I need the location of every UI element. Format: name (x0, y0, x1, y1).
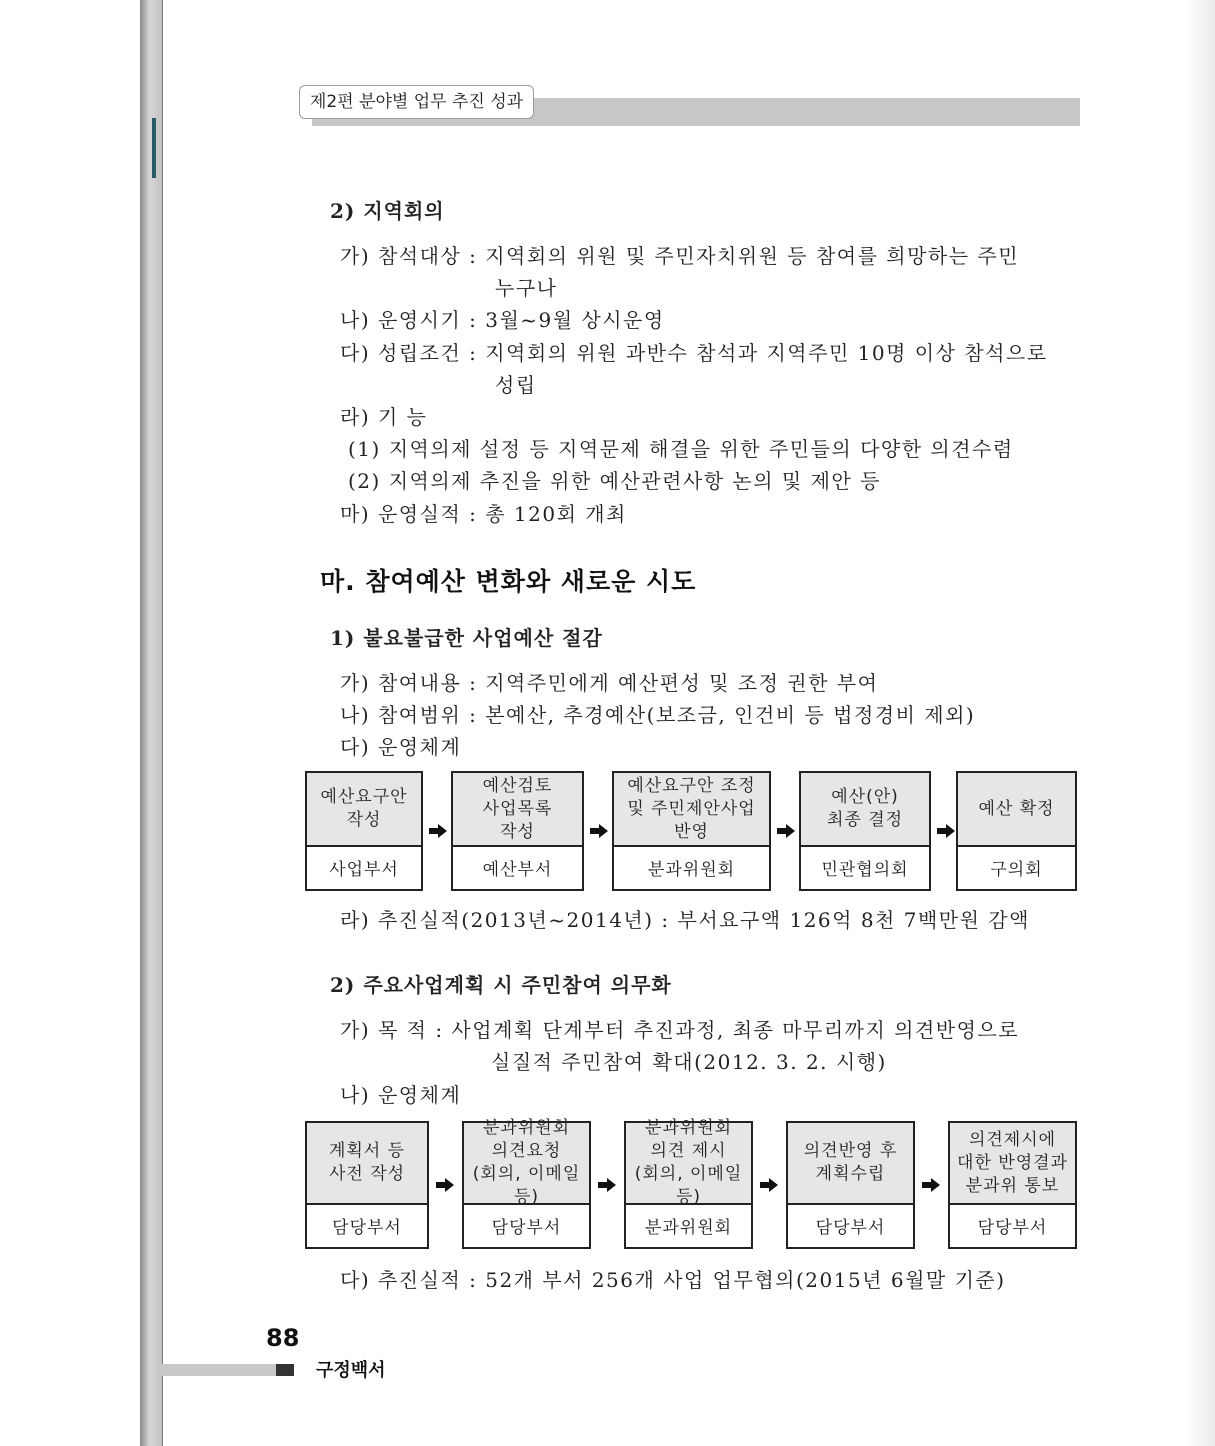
flow-step-dept: 담당부서 (332, 1217, 402, 1238)
flow-step-dept: 민관협의회 (821, 859, 909, 880)
flow-step-label: 계획서 등 사전 작성 (307, 1123, 427, 1205)
flow-arrow-icon (760, 1178, 778, 1192)
section-title: 마. 참여예산 변화와 새로운 시도 (320, 567, 697, 596)
subsection-heading-mandatory-participation: 2) 주요사업계획 시 주민참여 의무화 (330, 973, 672, 997)
mandatory-item-purpose-cont: 실질적 주민참여 확대(2012. 3. 2. 시행) (491, 1050, 887, 1074)
flow-step-dept: 예산부서 (482, 859, 553, 880)
flow-step-label: 분과위원회 의견 제시 (회의, 이메일 등) (626, 1123, 751, 1205)
regional-item-results: 마) 운영실적 : 총 120회 개최 (340, 502, 627, 526)
page-number: 88 (266, 1324, 300, 1352)
flow-arrow-icon (429, 824, 447, 838)
budget-item-system: 다) 운영체계 (340, 735, 462, 759)
budget-flow-step-5 (956, 771, 1077, 891)
flow-step-dept: 담당부서 (491, 1217, 562, 1238)
subsection-heading-regional-meeting: 2) 지역회의 (330, 199, 445, 223)
mandatory-result: 다) 추진실적 : 52개 부서 256개 사업 업무협의(2015년 6월말 기준) (340, 1268, 1006, 1292)
book-title: 구정백서 (316, 1360, 386, 1381)
regional-item-period: 나) 운영시기 : 3월~9월 상시운영 (340, 308, 665, 332)
flow-step-label: 의견반영 후 계획수립 (788, 1123, 913, 1205)
flow-step-dept: 구의회 (990, 859, 1043, 880)
flow-step-label: 예산요구안 작성 (307, 773, 421, 847)
regional-function-1: (1) 지역의제 설정 등 지역문제 해결을 위한 주민들의 다양한 의견수렴 (348, 437, 1014, 461)
mandatory-item-purpose: 가) 목 적 : 사업계획 단계부터 추진과정, 최종 마무리까지 의견반영으로 (340, 1018, 1020, 1042)
flow-arrow-icon (436, 1178, 454, 1192)
regional-item-participants: 가) 참석대상 : 지역회의 위원 및 주민자치위원 등 참여를 희망하는 주민 (340, 244, 1020, 268)
budget-item-content: 가) 참여내용 : 지역주민에게 예산편성 및 조정 권한 부여 (340, 671, 879, 695)
regional-item-function: 라) 기 능 (340, 405, 428, 429)
regional-function-2: (2) 지역의제 추진을 위한 예산관련사항 논의 및 제안 등 (348, 469, 881, 493)
flow-arrow-icon (598, 1178, 616, 1192)
flow-arrow-icon (777, 824, 795, 838)
regional-item-condition: 다) 성립조건 : 지역회의 위원 과반수 참석과 지역주민 10명 이상 참석으로 (340, 341, 1048, 365)
book-edge-mark (152, 118, 156, 178)
regional-item-participants-cont: 누구나 (495, 276, 558, 300)
flow-arrow-icon (937, 824, 955, 838)
flow-arrow-icon (590, 824, 608, 838)
plan-flow-step-2 (462, 1118, 591, 1249)
flow-arrow-icon (922, 1178, 940, 1192)
budget-flow-step-4 (799, 771, 931, 891)
budget-result: 라) 추진실적(2013년~2014년) : 부서요구액 126억 8천 7백만원 감액 (340, 908, 1030, 932)
budget-item-scope: 나) 참여범위 : 본예산, 추경예산(보조금, 인건비 등 법정경비 제외) (340, 703, 976, 727)
flow-step-label: 분과위원회 의견요청 (회의, 이메일 등) (464, 1123, 589, 1205)
budget-flow-step-3 (612, 771, 771, 891)
flow-step-dept: 사업부서 (329, 859, 399, 880)
budget-flow-step-2 (451, 771, 584, 891)
flow-step-dept: 담당부서 (815, 1217, 886, 1238)
flow-step-label: 의견제시에 대한 반영결과 분과위 통보 (950, 1123, 1075, 1205)
flow-step-label: 예산검토 사업목록 작성 (453, 773, 582, 847)
budget-flow-step-1 (305, 771, 423, 891)
flow-step-label: 예산 확정 (958, 773, 1075, 847)
footer-bar (160, 1364, 278, 1376)
plan-flow-step-5 (948, 1121, 1077, 1249)
chapter-header-label: 제2편 분야별 업무 추진 성과 (299, 85, 534, 119)
plan-flow-step-3 (624, 1118, 753, 1249)
plan-flow-step-1 (305, 1121, 429, 1249)
flow-step-label: 예산요구안 조정 및 주민제안사업 반영 (614, 773, 769, 847)
plan-flow-step-4 (786, 1121, 915, 1249)
book-spine-shadow (140, 0, 164, 1446)
flow-step-label: 예산(안) 최종 결정 (801, 773, 929, 847)
flow-step-dept: 분과위원회 (647, 859, 736, 880)
regional-item-condition-cont: 성립 (495, 373, 537, 397)
footer-marker (276, 1364, 294, 1376)
mandatory-item-system: 나) 운영체계 (340, 1083, 462, 1107)
flow-step-dept: 분과위원회 (644, 1217, 733, 1238)
flow-step-dept: 담당부서 (977, 1217, 1048, 1238)
subsection-heading-budget-cut: 1) 불요불급한 사업예산 절감 (330, 626, 603, 650)
